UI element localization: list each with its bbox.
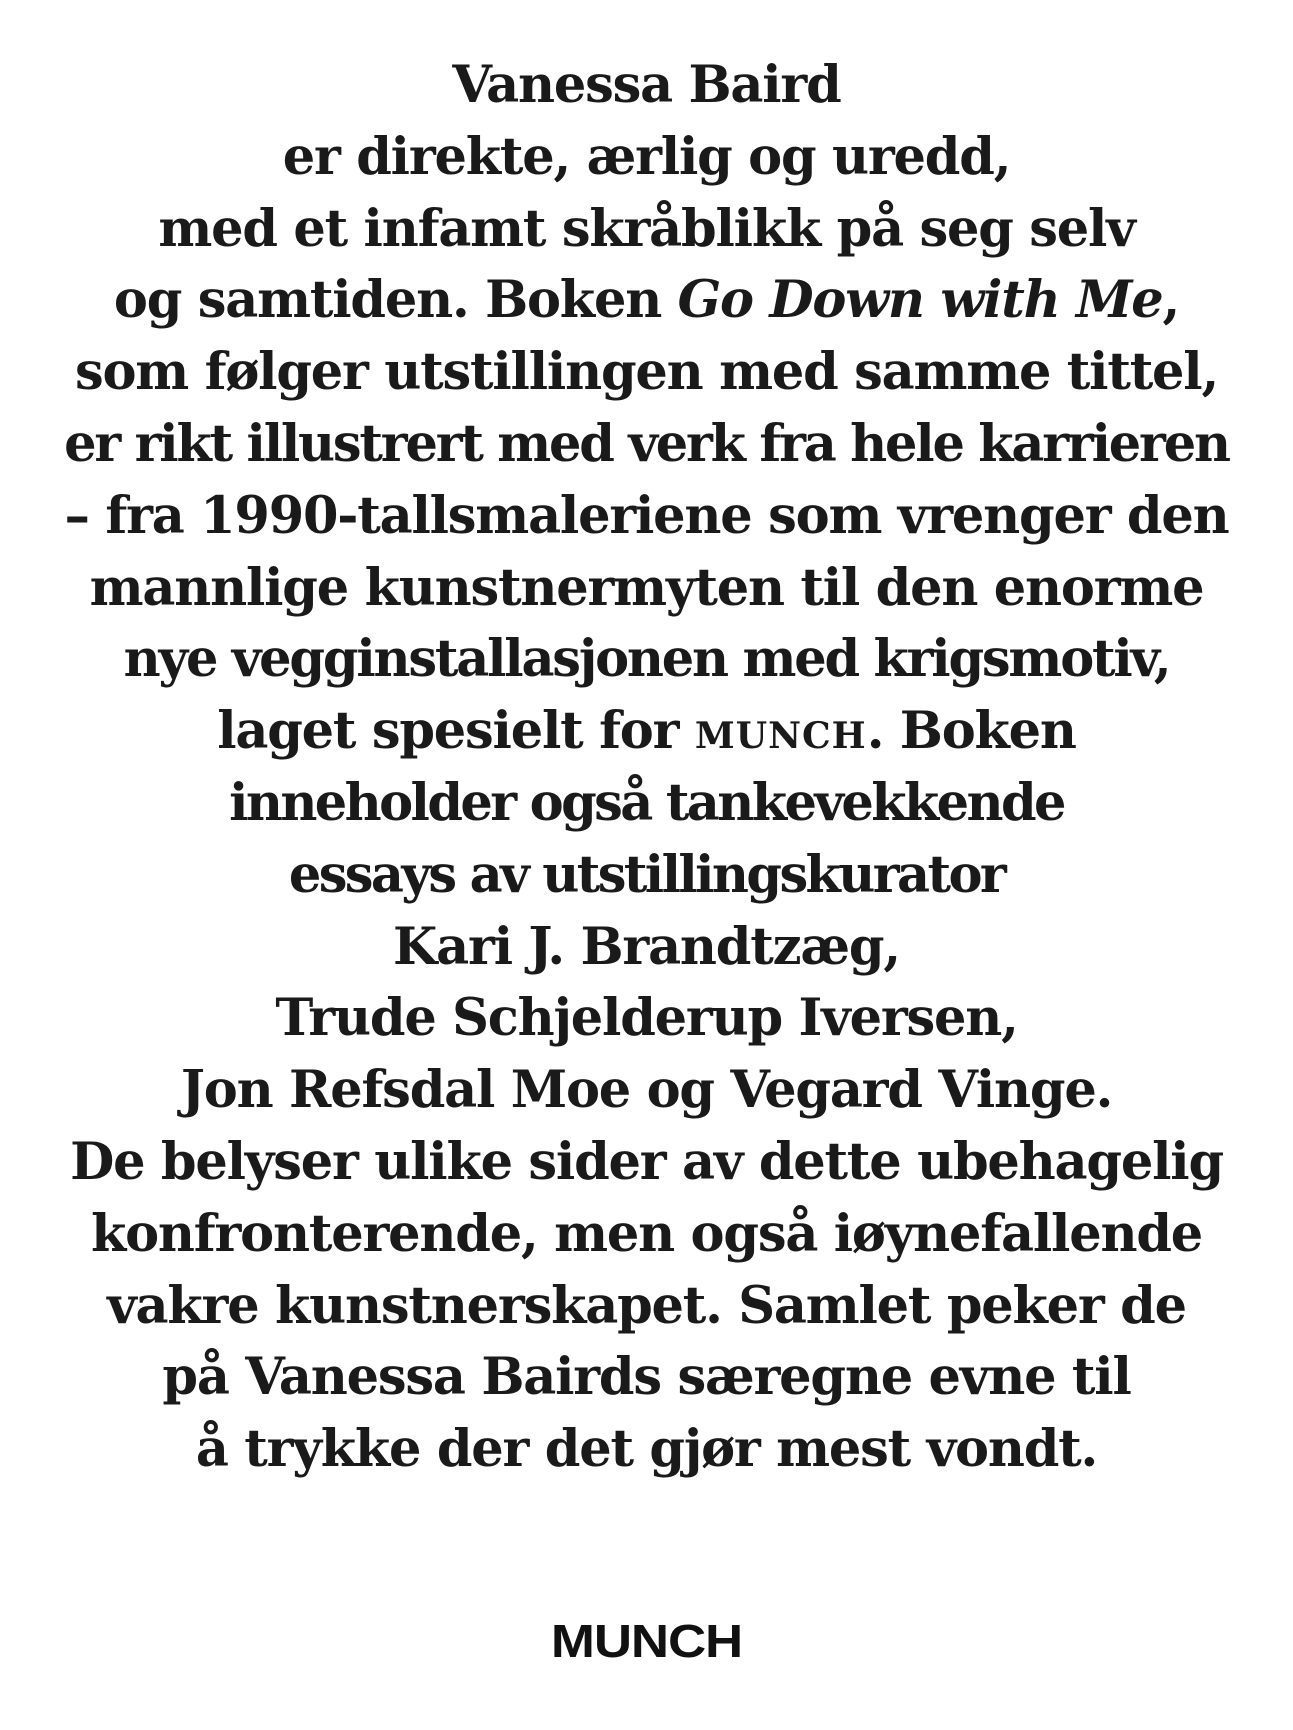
blurb-line: er rikt illustrert med verk fra hele karrieren bbox=[64, 413, 1229, 474]
blurb-line: – fra 1990-tallsmaleriene som vrenger den bbox=[64, 485, 1229, 546]
blurb-line bbox=[0, 696, 1293, 768]
blurb-line: Trude Schjelderup Iversen, bbox=[275, 988, 1018, 1049]
munch-logo: MUNCH bbox=[550, 1615, 743, 1667]
blurb-text: . Boken bbox=[866, 701, 1076, 762]
blurb-line: å trykke der det gjør mest vondt. bbox=[195, 1419, 1098, 1480]
blurb-line: inneholder også tankevekkende bbox=[229, 772, 1064, 833]
blurb-line bbox=[0, 265, 1293, 337]
blurb-text: laget spesielt for bbox=[217, 701, 695, 762]
blurb-line: essays av utstillingskurator bbox=[288, 844, 1005, 905]
blurb-line: nye vegginstallasjonen med krigsmotiv, bbox=[123, 629, 1170, 690]
blurb-line: er direkte, ærlig og uredd, bbox=[282, 126, 1011, 187]
blurb-line: vakre kunstnerskapet. Samlet peker de bbox=[107, 1275, 1186, 1336]
book-blurb bbox=[0, 50, 1293, 1486]
blurb-line: konfronterende, men også iøynefallende bbox=[90, 1203, 1203, 1264]
munch-small-caps: munch bbox=[694, 701, 867, 762]
blurb-line: Vanessa Baird bbox=[452, 55, 841, 115]
blurb-line: som følger utstillingen med samme tittel, bbox=[74, 342, 1219, 403]
blurb-line: på Vanessa Bairds særegne evne til bbox=[162, 1347, 1131, 1408]
blurb-line: De belyser ulike sider av dette ubehagelig bbox=[70, 1131, 1223, 1192]
book-title: Go Down with Me bbox=[677, 270, 1163, 331]
blurb-text: , bbox=[1162, 270, 1180, 331]
blurb-line: mannlige kunstnermyten til den enorme bbox=[89, 557, 1204, 618]
blurb-line: med et infamt skråblikk på seg selv bbox=[158, 198, 1135, 259]
blurb-line: Jon Refsdal Moe og Vegard Vinge. bbox=[180, 1060, 1113, 1121]
blurb-line: Kari J. Brandtzæg, bbox=[393, 916, 900, 977]
blurb-text: og samtiden. Boken bbox=[113, 270, 678, 331]
